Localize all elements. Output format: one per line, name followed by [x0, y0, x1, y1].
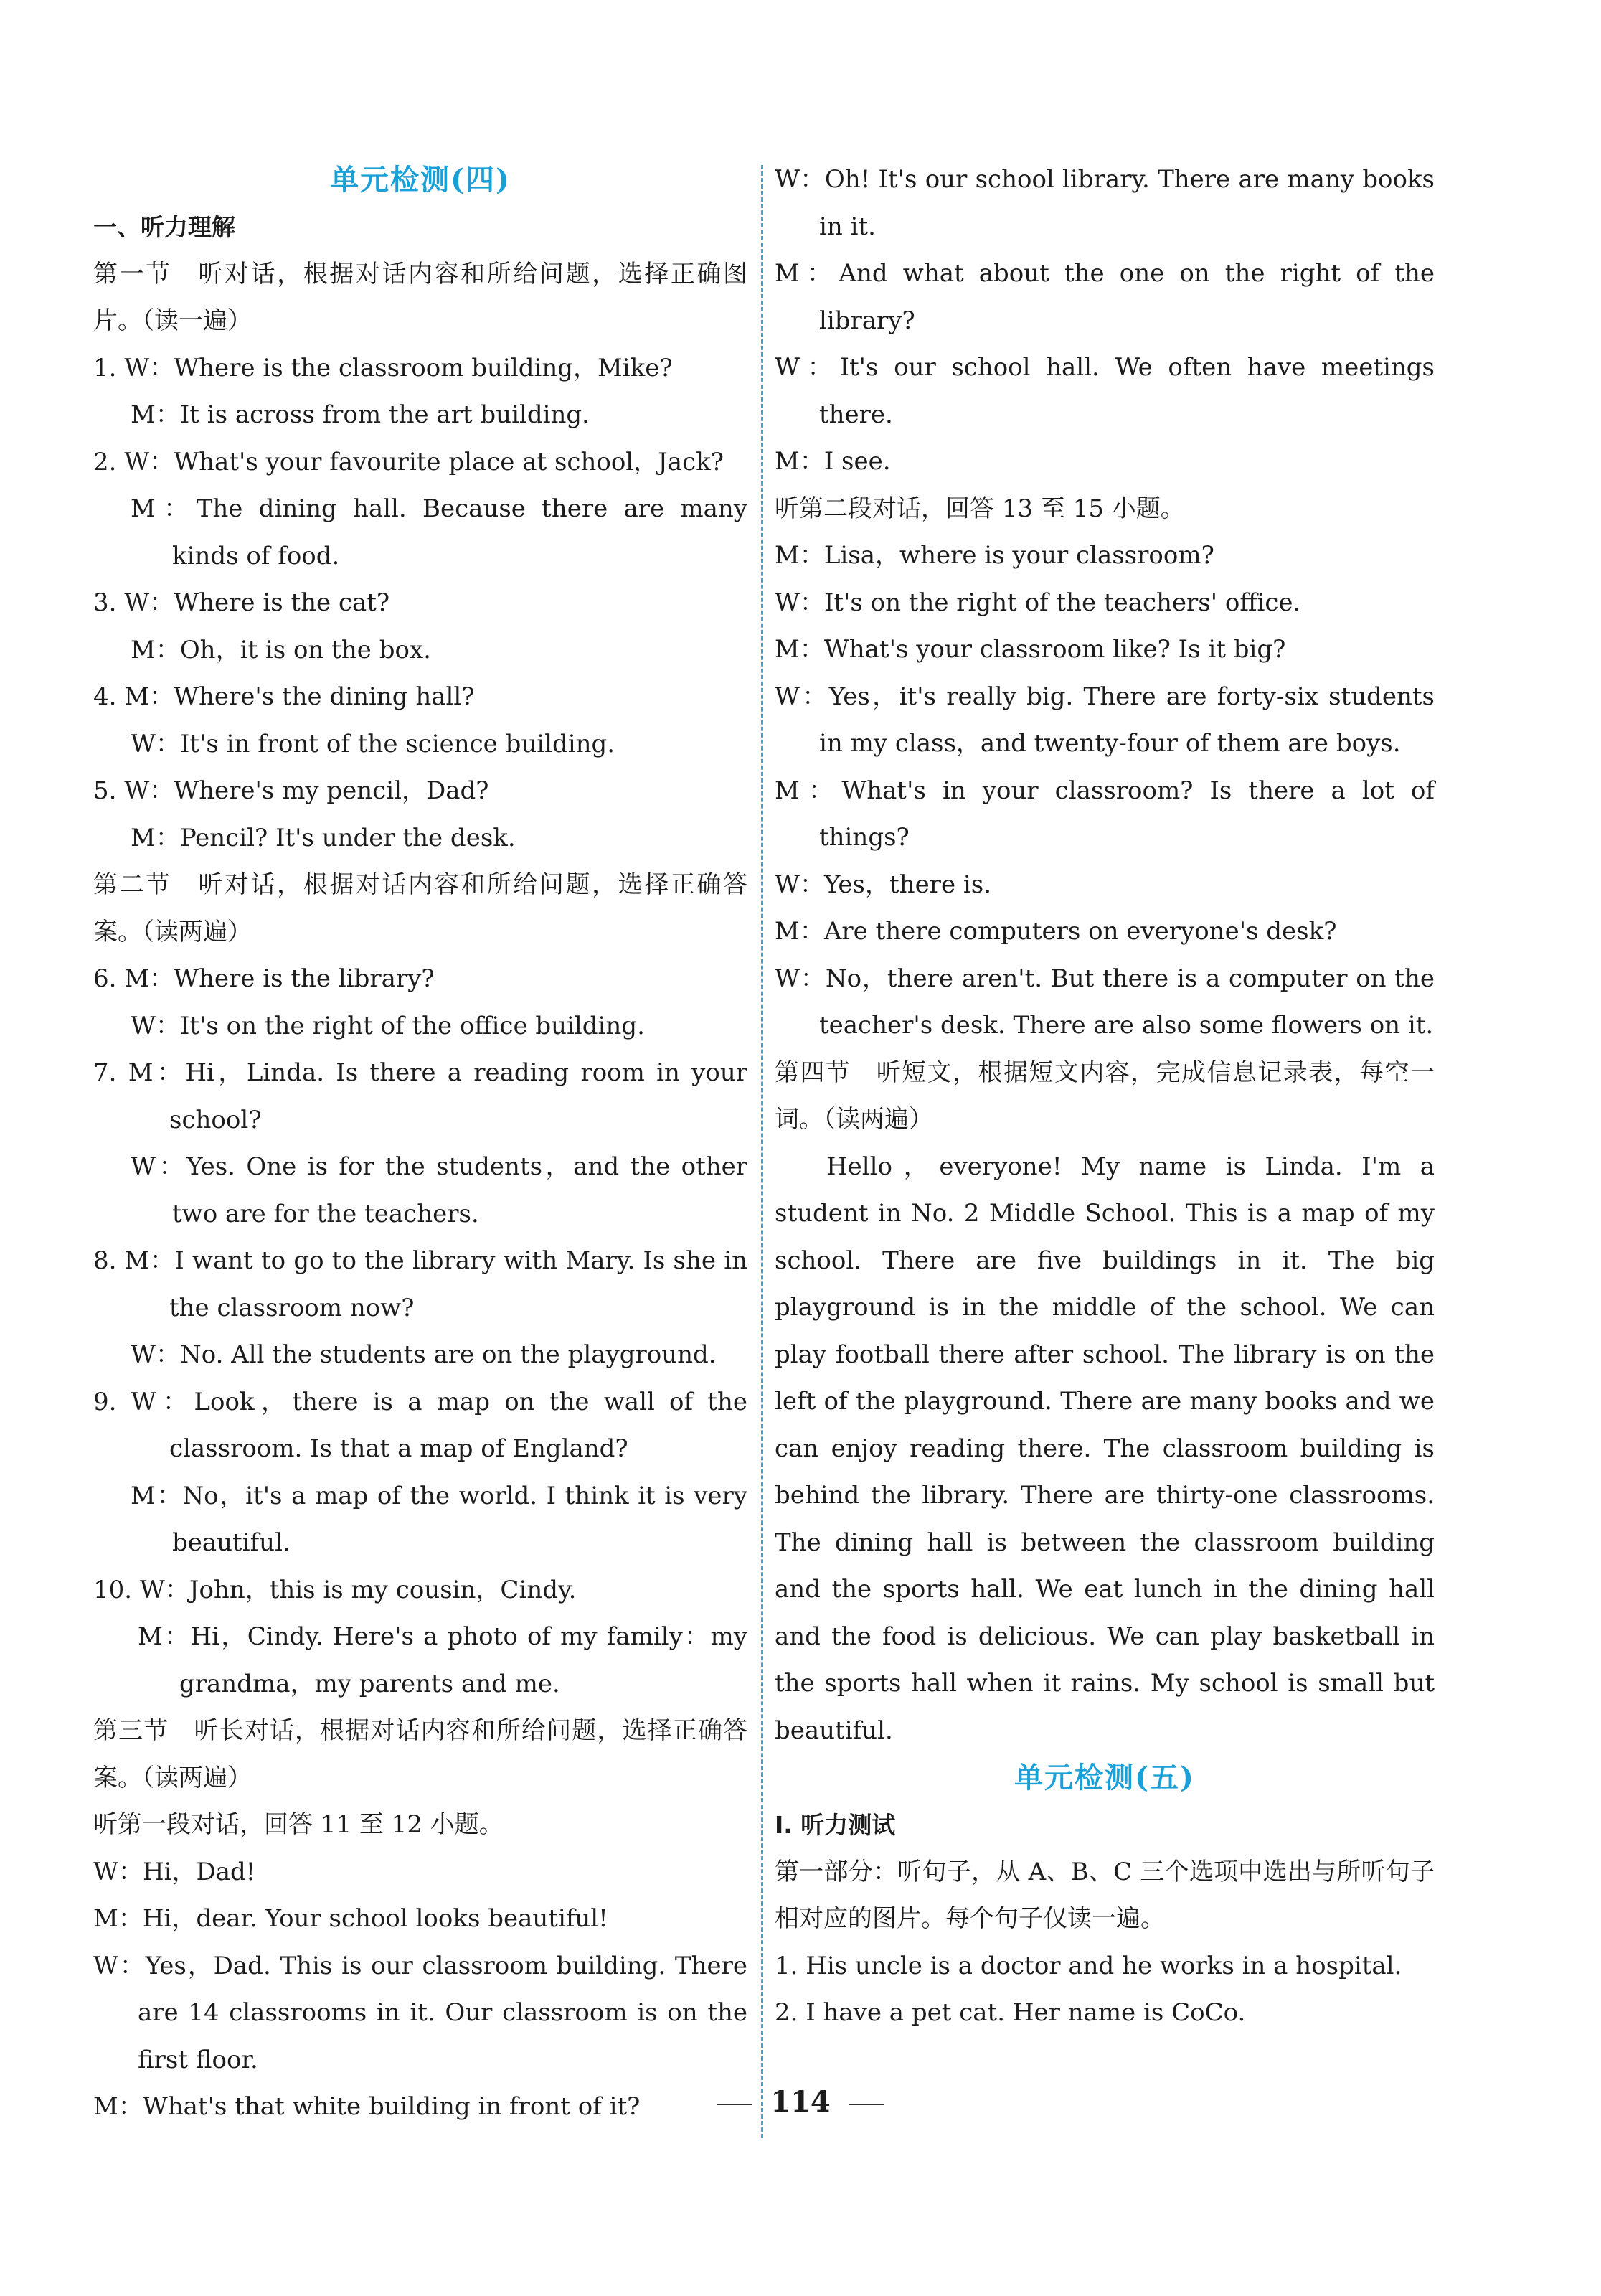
- q8-line1: 8. M：I want to go to the library with Mary. Is she in the classroom now?: [93, 1246, 747, 1322]
- unit5-sec1: 第一部分：听句子，从 A、B、C 三个选项中选出与所听句子相对应的图片。每个句子仅读一遍。: [775, 1857, 1435, 1933]
- q4-line1: 4. M：Where's the dining hall?: [93, 682, 475, 711]
- dialogue2-line: W：Yes，it's really big. There are forty-six students in my class，and twenty-four of them are boys.: [775, 682, 1435, 758]
- q9-reply: [93, 1473, 747, 1567]
- q2-reply: [93, 486, 747, 580]
- column-divider: [761, 165, 763, 2138]
- q10-reply: [93, 1614, 747, 1708]
- dialogue1-intro: 听第一段对话，回答 11 至 12 小题。: [93, 1810, 504, 1839]
- listening-passage: Hello，everyone! My name is Linda. I'm a student in No. 2 Middle School. This is a map of my school. There are five buildings in it. The big playground is in the middle of the school. We can play football there after school. The library is on the left of the playground. There are many books and we can enjoy reading there. The classroom building is behind the library. There are thirty-one classrooms. The dining hall is between the classroom building and the sports hall. We eat lunch in the dining hall and the food is delicious. We can play basketball in the sports hall when it rains. My school is small but beautiful.: [775, 1152, 1435, 1745]
- q5-reply: [93, 815, 747, 862]
- dialogue2-intro: 听第二段对话，回答 13 至 15 小题。: [775, 494, 1185, 523]
- q8-reply: [93, 1332, 747, 1379]
- q6-reply: [93, 1003, 747, 1050]
- dialogue1-line: M：What's that white building in front of it?: [93, 2092, 641, 2121]
- dialogue1-line: M：I see.: [775, 447, 891, 476]
- dialogue2-line: W：No，there aren't. But there is a computer on the teacher's desk. There are also some flowers on it.: [775, 964, 1435, 1040]
- q9-line1: 9. W：Look，there is a map on the wall of the classroom. Is that a map of England?: [93, 1387, 747, 1463]
- dialogue1-line: W：Yes，Dad. This is our classroom building. There are 14 classrooms in it. Our classroom is on the first floor.: [93, 1951, 747, 2074]
- q7-line1: 7. M：Hi，Linda. Is there a reading room in your school?: [93, 1058, 747, 1134]
- unit4-sec1: 第一节 听对话，根据对话内容和所给问题，选择正确图片。（读一遍）: [93, 259, 747, 335]
- page-number: [0, 2085, 1601, 2119]
- q9-line2: M：No，it's a map of the world. I think it is very beautiful.: [131, 1481, 747, 1557]
- q1-line2: M：It is across from the art building.: [131, 400, 590, 429]
- dialogue1-line: W：Hi，Dad!: [93, 1857, 256, 1886]
- q7-reply: [93, 1144, 747, 1238]
- q5-line2: M：Pencil? It's under the desk.: [131, 823, 516, 852]
- unit4-sec4: 第四节 听短文，根据短文内容，完成信息记录表，每空一词。（读两遍）: [775, 1058, 1435, 1134]
- unit4-title: 单元检测(四): [330, 163, 511, 197]
- q2-line1: 2. W：What's your favourite place at school，Jack?: [93, 447, 724, 476]
- dialogue1-line: W：It's our school hall. We often have meetings there.: [775, 353, 1435, 429]
- q2-line2: M：The dining hall. Because there are many kinds of food.: [131, 494, 747, 570]
- dialogue2-line: W：It's on the right of the teachers' office.: [775, 588, 1301, 617]
- page-number-text: 114: [770, 2085, 831, 2119]
- q4-line2: W：It's in front of the science building.: [131, 729, 615, 758]
- page-number-dash-left: [717, 2104, 752, 2105]
- q10-line2: M：Hi，Cindy. Here's a photo of my family：my grandma，my parents and me.: [138, 1622, 747, 1698]
- q6-line1: 6. M：Where is the library?: [93, 964, 435, 993]
- dialogue1-line: M：And what about the one on the right of the library?: [775, 259, 1435, 335]
- unit5-part1-heading: Ⅰ. 听力测试: [775, 1811, 896, 1839]
- unit5-sentence-2: 2. I have a pet cat. Her name is CoCo.: [775, 1998, 1246, 2027]
- dialogue2-line: M：What's your classroom like? Is it big?: [775, 635, 1286, 664]
- unit4-part1-heading: 一、听力理解: [93, 213, 235, 241]
- right-column: [775, 156, 1435, 2037]
- q1-reply: [93, 392, 747, 439]
- q8-line2: W：No. All the students are on the playground.: [131, 1340, 717, 1369]
- dialogue2-line: W：Yes，there is.: [775, 870, 991, 899]
- page-number-dash-right: [849, 2104, 884, 2105]
- unit4-sec3: 第三节 听长对话，根据对话内容和所给问题，选择正确答案。（读两遍）: [93, 1716, 747, 1792]
- unit5-sentence-1: 1. His uncle is a doctor and he works in a hospital.: [775, 1951, 1402, 1980]
- unit5-title: 单元检测(五): [1014, 1761, 1195, 1794]
- dialogue2-line: M：What's in your classroom? Is there a lot of things?: [775, 776, 1435, 852]
- q1-line1: 1. W：Where is the classroom building，Mike?: [93, 353, 673, 382]
- dialogue2-line: M：Are there computers on everyone's desk?: [775, 917, 1337, 946]
- q5-line1: 5. W：Where's my pencil，Dad?: [93, 776, 489, 805]
- q3-line2: M：Oh，it is on the box.: [131, 635, 431, 664]
- dialogue1-line: W：Oh! It's our school library. There are many books in it.: [775, 165, 1435, 241]
- q4-reply: [93, 721, 747, 768]
- q3-line1: 3. W：Where is the cat?: [93, 588, 390, 617]
- dialogue1-line: M：Hi，dear. Your school looks beautiful!: [93, 1904, 608, 1933]
- q6-line2: W：It's on the right of the office building.: [131, 1011, 645, 1040]
- dialogue2-line: M：Lisa，where is your classroom?: [775, 541, 1214, 570]
- q7-line2: W：Yes. One is for the students，and the other two are for the teachers.: [131, 1152, 747, 1228]
- unit4-sec2: 第二节 听对话，根据对话内容和所给问题，选择正确答案。（读两遍）: [93, 870, 747, 946]
- left-column: [93, 156, 747, 2131]
- q10-line1: 10. W：John，this is my cousin，Cindy.: [93, 1575, 577, 1604]
- q3-reply: [93, 627, 747, 674]
